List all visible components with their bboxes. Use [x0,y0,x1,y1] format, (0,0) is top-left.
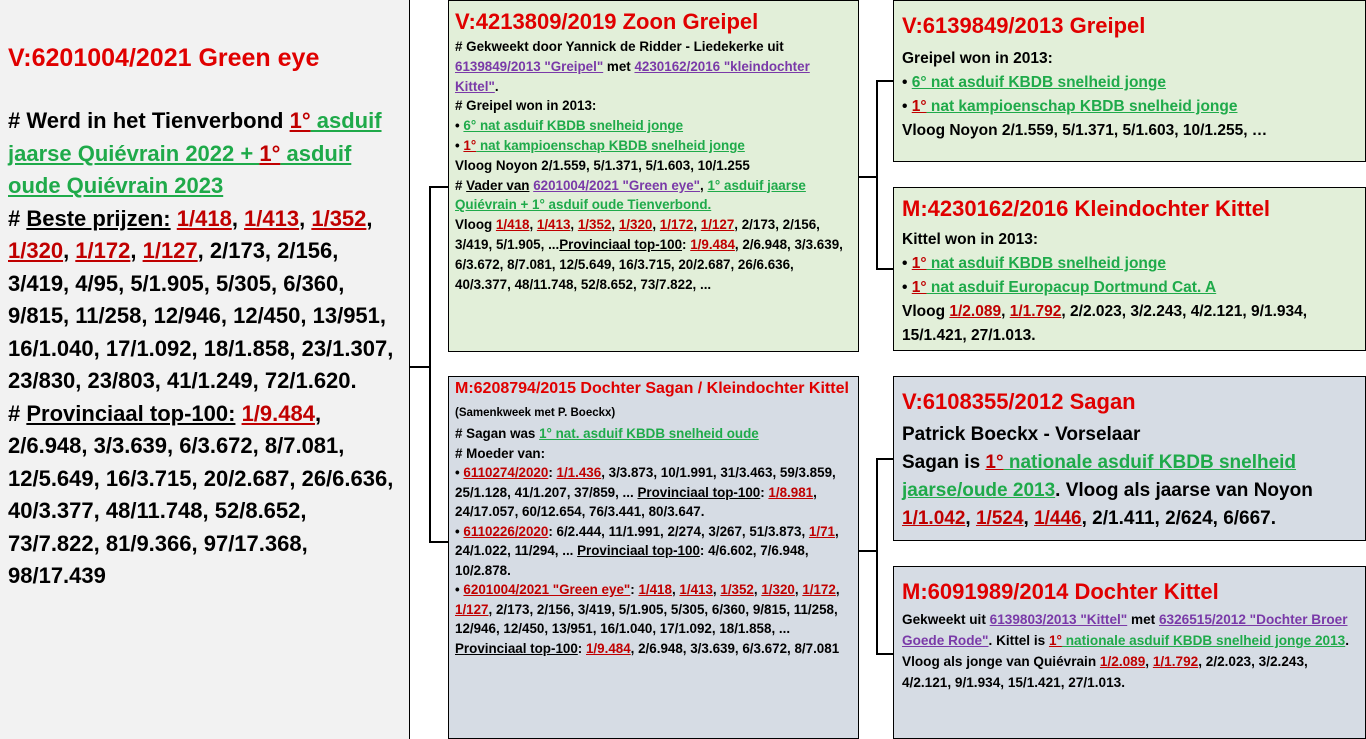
main-best-red[interactable]: 1/352 [311,205,367,231]
mm-results-rest: , 2/2.023, 3/2.243, 4/2.121, 9/1.934, 15/1.421, 27/1.013. [902,654,1308,690]
father-red-result[interactable]: 1/413 [536,217,571,233]
mother-child1-results: , 3/3.873, 10/1.991, 31/3.463, 59/3.859, 25/1.128, 41/1.207, 37/859, ... [455,465,836,500]
mother-child2-results2: , 24/1.022, 11/294, ... [455,523,839,558]
connector-main-horizontal [410,366,430,368]
mother-moeder-van: # Moeder van: [455,445,546,461]
mf-sagan-is: Sagan is [902,452,986,473]
main-best-hash: # [8,205,27,231]
father-vloog: Vloog [455,217,496,233]
connector-to-mother [429,541,448,543]
main-best-rest: , 2/173, 2/156, 3/419, 4/95, 5/1.905, 5/305, 6/360, 9/815, 11/258, 12/946, 12/450, 13/951, 16/1.040, 17/1.092, 18/1.858, 23/1.307, 23/830, 23/803, 41/1.249, 72/1.620. [8,238,394,393]
mf-prize-num[interactable]: 1° [985,452,1004,473]
fm-red-result[interactable]: 1/2.089 [949,303,1002,320]
father-prov-rest: , 2/6.948, 3/3.639, 6/3.672, 8/7.081, 12/5.649, 16/3.715, 20/2.687, 26/6.636, 40/3.377, 48/11.748, 52/8.652, 73/7.822, ... [455,236,843,292]
mf-red-result[interactable]: 1/1.042 [902,508,966,529]
connector-mother-horizontal [859,550,877,552]
connector-to-ff [876,80,893,82]
father-comma: , [700,177,708,193]
fm-prize-num[interactable]: 1° [911,279,927,296]
mother-child1-prov-rest: , 24/17.057, 60/12.654, 76/3.441, 80/3.647. [455,484,817,519]
father-red-result[interactable]: 1/127 [700,217,735,233]
mother-child3-prov-label: Provinciaal top-100 [455,640,578,656]
mother-child1-prov-red[interactable]: 1/8.981 [768,484,814,500]
mf-prize-link[interactable]: nationale asduif KBDB snelheid jaarse/oude 2013 [902,452,1297,501]
mother-sagan-prize-link[interactable]: 1° nat. asduif KBDB snelheid oude [539,426,759,441]
mf-breeder: Patrick Boeckx - Vorselaar [902,424,1141,445]
father-greipel-won: # Greipel won in 2013: [455,98,597,114]
bullet: • [455,137,464,153]
father-title: V:4213809/2019 Zoon Greipel [455,9,759,34]
father-red-result[interactable]: 1/320 [618,217,653,233]
mm-red-result[interactable]: 1/1.792 [1152,654,1199,669]
ff-body: Greipel won in 2013: • 6° nat asduif KBDB snelheid jonge • 1° nat kampioenschap KBDB snelheid jonge Vloog Noyon 2/1.559, 5/1.371, 5/1.603, 10/1.255, … [902,50,1268,139]
mf-body: Patrick Boeckx - Vorselaar Sagan is 1° nationale asduif KBDB snelheid jaarse/oude 2013. Vloog als jaarse van Noyon 1/1.042, 1/524, 1/446, 2/1.411, 2/624, 6/667. [902,424,1313,529]
mother-child3-link[interactable]: 6201004/2021 "Green eye" [463,582,631,597]
ff-prize-num[interactable]: 1° [911,98,927,115]
mother-child2-prov-rest: : 4/6.602, 7/6.948, 10/2.878. [455,543,809,578]
connector-main-vertical [429,186,431,542]
mm-dam-link[interactable]: 6326515/2012 "Dochter Broer Goede Rode" [902,612,1348,648]
mother-child3-red[interactable]: 1/320 [761,582,795,597]
father-body: # Gekweekt door Yannick de Ridder - Liedekerke uit 6139849/2013 "Greipel" met 4230162/2016 "kleindochter Kittel". # Greipel won in 2013: • 6° nat asduif KBDB snelheid jonge • 1° nat kampioenschap KBDB snelheid jonge Vloog Noyon 2/1.559, 5/1.371, 5/1.603, 10/1.255 # Vader van 6201004/2021 "Green eye", 1° asduif jaarse Quiévrain + 1° asduif oude Tienverbond. Vloog 1/418, 1/413, 1/352, 1/320, 1/172, 1/127, 2/173, 2/156, 3/419, 5/1.905, ...Provinciaal top-100: 1/9.484, 2/6.948, 3/3.639, 6/3.672, 8/7.081, 12/5.649, 16/3.715, 20/2.687, 26/6.636, 40/3.377, 48/11.748, 52/8.652, 73/7.822, ... [455,39,843,292]
father-met: met [603,58,635,74]
mother-child3-red[interactable]: 1/352 [720,582,754,597]
mother-child3-red[interactable]: 1/413 [679,582,713,597]
main-body: # Werd in het Tienverbond 1° asduif jaarse Quiévrain 2022 + 1° asduif oude Quiévrain 2023 # Beste prijzen: 1/418, 1/413, 1/352, 1/320, 1/172, 1/127, 2/173, 2/156, 3/419, 4/95, 5/1.905, 5/305, 6/360, 9/815, 11/258, 12/946, 12/450, 13/951, 16/1.040, 17/1.092, 18/1.858, 23/1.307, 23/830, 23/803, 41/1.249, 72/1.620. # Provinciaal top-100: 1/9.484, 2/6.948, 3/3.639, 6/3.672, 8/7.081, 12/5.649, 16/3.715, 20/2.687, 26/6.636, 40/3.377, 48/11.748, 52/8.652, 73/7.822, 81/9.366, 97/17.368, 98/17.439 [8,108,394,588]
mf-title: V:6108355/2012 Sagan [902,389,1136,414]
father-sire-link[interactable]: 6139849/2013 "Greipel" [455,58,604,74]
mother-card [448,376,859,739]
mother-child3-red[interactable]: 1/172 [802,582,836,597]
mother-body: # Sagan was 1° nat. asduif KBDB snelheid oude # Moeder van: • 6110274/2020: 1/1.436, 3/3.873, 10/1.991, 31/3.463, 59/3.859, 25/1.128, 41/1.207, 37/859, ... Provinciaal top-100: 1/8.981, 24/17.057, 60/12.654, 76/3.441, 80/3.647. • 6110226/2020: 6/2.444, 11/1.991, 2/274, 3/267, 51/3.873, 1/71, 24/1.022, 11/294, ... Provinciaal top-100: 4/6.602, 7/6.948, 10/2.878. • 6201004/2021 "Green eye": 1/418, 1/413, 1/352, 1/320, 1/172, 1/127, 2/173, 2/156, 3/419, 5/1.905, 5/305, 6/360, 9/815, 11/258, 12/946, 12/450, 13/951, 16/1.040, 17/1.092, 18/1.858, ... Provinciaal top-100: 1/9.484, 2/6.948, 3/3.639, 6/3.672, 8/7.081 [455,426,840,656]
mother-child2-results: : 6/2.444, 11/1.991, 2/274, 3/267, 51/3.873, [548,523,809,539]
main-tienverbond-num1[interactable]: 1° [289,108,311,133]
main-pigeon-card [0,0,410,739]
main-tienverbond-num2[interactable]: 1° [259,140,281,166]
fm-prize-num[interactable]: 1° [911,255,927,272]
mm-vloog-text: . Vloog als jonge van Quiévrain [902,633,1349,669]
father-red-result[interactable]: 1/172 [659,217,694,233]
main-best-red[interactable]: 1/127 [142,238,198,263]
connector-mother-vertical [876,458,878,654]
mother-child1-prov-label: Provinciaal top-100 [637,484,761,500]
mother-sagan-was: # Sagan was [455,426,540,441]
father-bred-text: # Gekweekt door Yannick de Ridder - Liedekerke uit [455,39,784,54]
mf-red-result[interactable]: 1/446 [1034,508,1082,529]
father-prov-label: Provinciaal top-100 [559,236,683,252]
bullet: • [455,118,464,134]
main-tienverbond-link2[interactable]: asduif oude Quiévrain 2023 [8,140,352,198]
father-vader-label: Vader van [466,177,530,193]
fm-prize-link[interactable]: nat asduif Europacup Dortmund Cat. A [926,279,1217,296]
mm-met: met [1127,612,1159,627]
mother-child3-prov-rest: , 2/6.948, 3/3.639, 6/3.672, 8/7.081 [630,640,840,656]
mother-title: M:6208794/2015 Dochter Sagan / Kleindochter Kittel [455,380,849,397]
father-hash: # [455,177,467,193]
main-tienverbond-text: # Werd in het Tienverbond [8,108,290,133]
mother-child3-red[interactable]: 1/418 [638,582,672,597]
mother-child2-red[interactable]: 1/71 [808,523,835,539]
connector-father-vertical [876,80,878,269]
ff-title: V:6139849/2013 Greipel [902,13,1146,38]
father-prize-link[interactable]: nat kampioenschap KBDB snelheid jonge [476,137,745,153]
fm-body: Kittel won in 2013: • 1° nat asduif KBDB snelheid jonge • 1° nat asduif Europacup Dortmund Cat. A Vloog 1/2.089, 1/1.792, 2/2.023, 3/2.243, 4/2.121, 9/1.934, 15/1.421, 27/1.013. [902,231,1308,344]
mother-title-note: (Samenkweek met P. Boeckx) [455,407,616,419]
fm-results-rest: , 2/2.023, 3/2.243, 4/2.121, 9/1.934, 15/1.421, 27/1.013. [902,303,1308,344]
mf-vloog-text: . Vloog als jaarse van Noyon [1055,480,1313,501]
mother-child2-link[interactable]: 6110226/2020 [463,523,549,539]
mother-title-block [455,378,852,424]
mm-gekweekt: Gekweekt uit [902,612,990,627]
mm-red-result[interactable]: 1/2.089 [1099,654,1146,669]
ff-won-text: Greipel won in 2013: [902,50,1053,67]
main-prov-rest: , 2/6.948, 3/3.639, 6/3.672, 8/7.081, 12/5.649, 16/3.715, 20/2.687, 26/6.636, 40/3.377, 48/11.748, 52/8.652, 73/7.822, 81/9.366, 97/17.368, 98/17.439 [8,400,394,588]
connector-to-mf [876,458,893,460]
mm-prize-link[interactable]: nationale asduif KBDB snelheid jonge 2013 [1061,633,1346,648]
main-best-red[interactable]: 1/413 [244,205,300,231]
main-prov-red[interactable]: 1/9.484 [241,400,315,426]
ff-noyon: Vloog Noyon 2/1.559, 5/1.371, 5/1.603, 10/1.255, … [902,122,1268,139]
father-colon: : [682,236,691,252]
mf-red-result[interactable]: 1/524 [975,508,1024,529]
father-prize-num[interactable]: 1° [463,137,477,153]
mm-sire-link[interactable]: 6139803/2013 "Kittel" [989,612,1128,627]
fm-vloog: Vloog [902,303,950,320]
granddam-maternal-card [893,566,1366,739]
fm-won-text: Kittel won in 2013: [902,231,1039,248]
mm-prize-num[interactable]: 1° [1048,633,1062,648]
fm-prize-link[interactable]: nat asduif KBDB snelheid jonge [926,255,1166,272]
ff-prize-link[interactable]: nat kampioenschap KBDB snelheid jonge [926,98,1238,115]
main-prov-label: Provinciaal top-100: [26,400,236,426]
granddam-paternal-card [893,187,1366,351]
main-title: V:6201004/2021 Green eye [8,44,320,72]
father-noyon: Vloog Noyon 2/1.559, 5/1.371, 5/1.603, 10/1.255 [455,157,750,173]
father-son-prize-link[interactable]: 1° asduif jaarse Quiévrain + 1° asduif oude Tienverbond. [455,177,806,213]
main-best-red[interactable]: 1/418 [176,205,232,231]
father-son-link[interactable]: 6201004/2021 "Green eye" [533,177,701,193]
fm-title: M:4230162/2016 Kleindochter Kittel [902,196,1271,221]
mother-child2-prov-label: Provinciaal top-100 [577,543,700,558]
mother-child3-results: , 2/173, 2/156, 3/419, 5/1.905, 5/305, 6/360, 9/815, 11/258, 12/946, 12/450, 13/951, 16/1.040, 17/1.092, 18/1.858, ... [455,601,838,636]
main-best-red[interactable]: 1/320 [8,238,64,263]
mother-child1-red[interactable]: 1/1.436 [556,465,602,480]
connector-to-father [429,186,448,188]
father-prov-red[interactable]: 1/9.484 [690,236,735,252]
father-red-result[interactable]: 1/418 [495,217,530,233]
father-results-rest: , 2/173, 2/156, 3/419, 5/1.905, ... [455,217,820,252]
mm-title: M:6091989/2014 Dochter Kittel [902,579,1219,604]
ff-prize-link[interactable]: 6° nat asduif KBDB snelheid jonge [911,74,1166,91]
fm-red-result[interactable]: 1/1.792 [1009,303,1062,320]
main-tienverbond-link1[interactable]: asduif jaarse Quiévrain 2022 + [8,108,382,166]
main-best-red[interactable]: 1/172 [75,238,131,263]
father-prize-link[interactable]: 6° nat asduif KBDB snelheid jonge [463,118,684,134]
father-card [448,0,859,352]
mm-kittel-is: . Kittel is [988,633,1049,648]
mm-body: Gekweekt uit 6139803/2013 "Kittel" met 6326515/2012 "Dochter Broer Goede Rode". Kittel is 1° nationale asduif KBDB snelheid jonge 2013. Vloog als jonge van Quiévrain 1/2.089, 1/1.792, 2/2.023, 3/2.243, 4/2.121, 9/1.934, 15/1.421, 27/1.013. [902,612,1349,690]
mother-child3-prov-red[interactable]: 1/9.484 [585,640,631,656]
father-red-result[interactable]: 1/352 [577,217,612,233]
father-dam-link[interactable]: 4230162/2016 "kleindochter Kittel" [455,58,810,94]
main-best-label: Beste prijzen: [26,205,171,231]
mother-child1-link[interactable]: 6110274/2020 [463,465,549,480]
connector-to-fm [876,268,893,270]
connector-to-mm [876,653,893,655]
father-dot: . [494,78,499,94]
mf-results-rest: , 2/1.411, 2/624, 6/667. [1081,508,1277,529]
mother-child3-red[interactable]: 1/127 [455,601,489,617]
grandsire-maternal-card [893,376,1366,541]
grandsire-paternal-card [893,0,1366,162]
main-prov-hash: # [8,400,27,426]
connector-father-horizontal [859,176,877,178]
